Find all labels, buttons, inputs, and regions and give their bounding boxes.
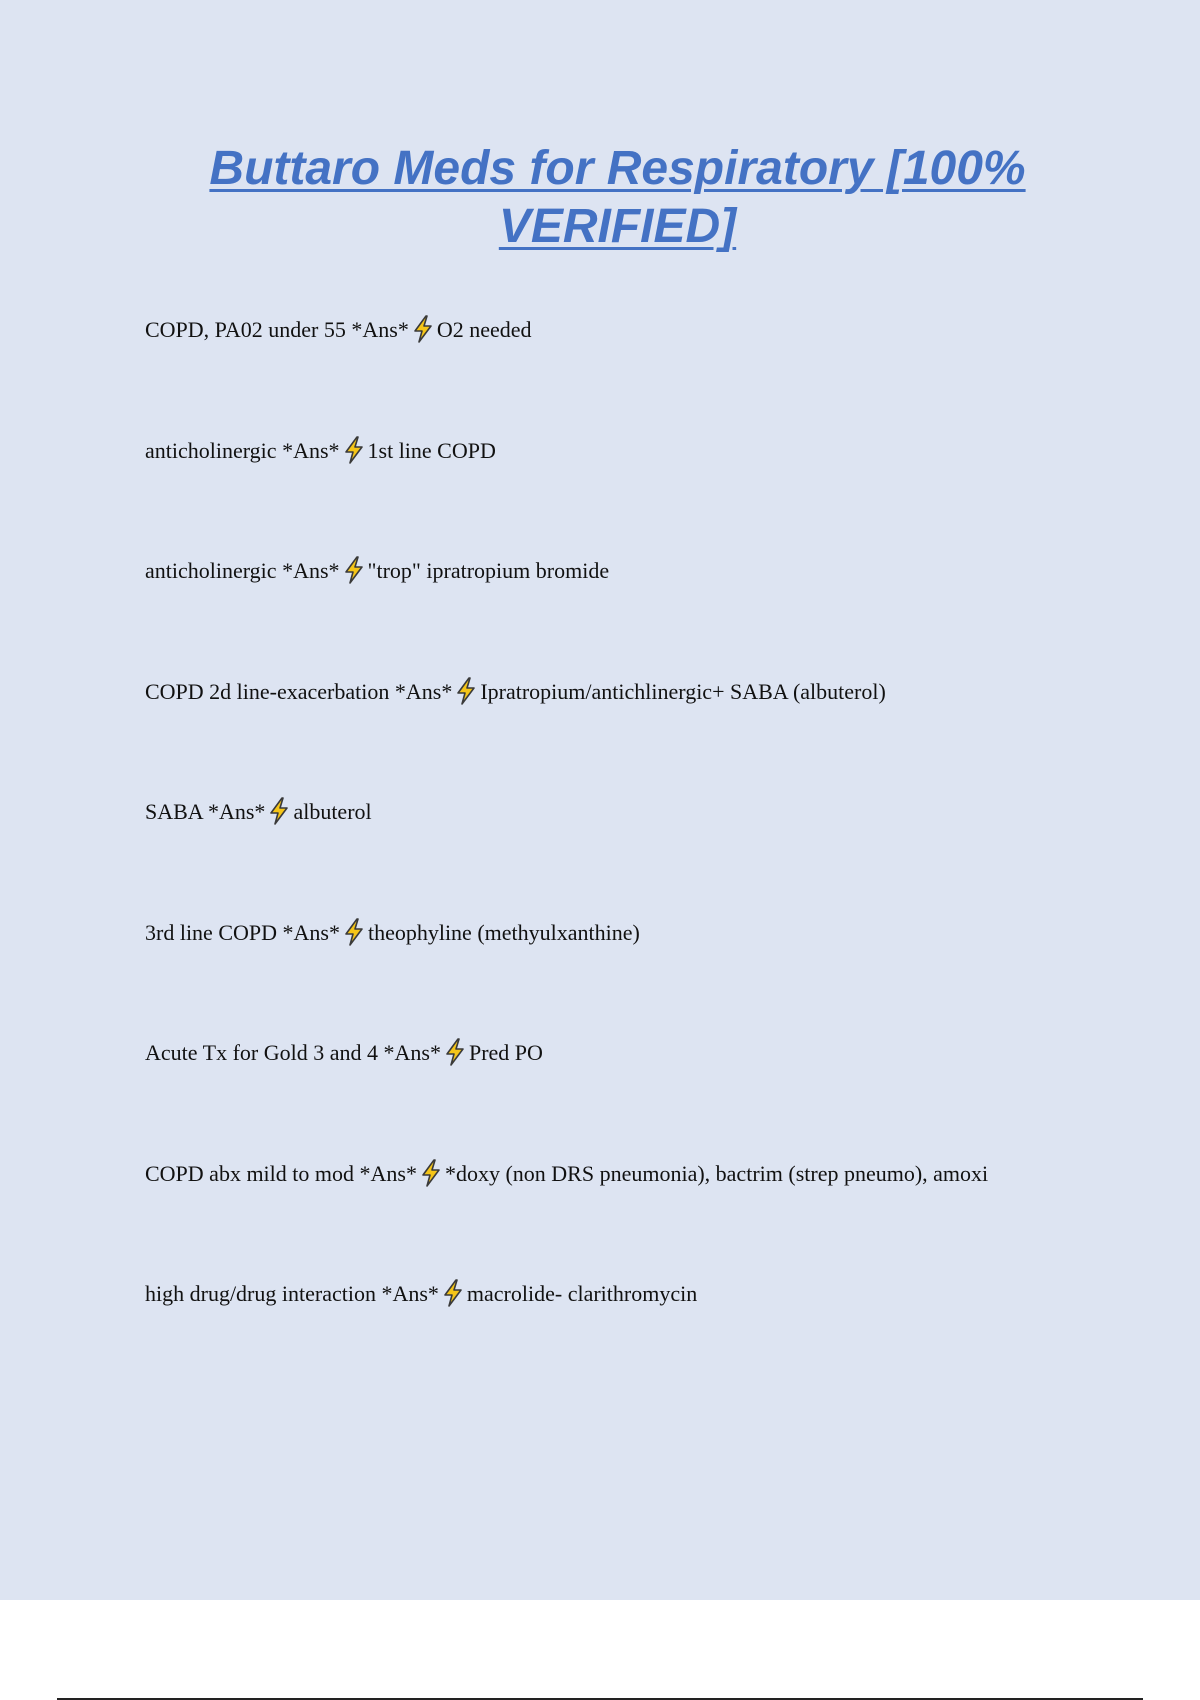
qa-answer: Pred PO xyxy=(468,1040,543,1065)
lightning-bolt-icon xyxy=(442,1038,468,1066)
qa-item xyxy=(145,797,372,827)
qa-item xyxy=(145,1279,697,1309)
qa-answer-marker: *Ans* xyxy=(282,558,340,583)
qa-answer-marker: *Ans* xyxy=(359,1161,417,1186)
qa-question: 3rd line COPD xyxy=(145,920,283,945)
qa-item xyxy=(145,677,886,707)
qa-answer-marker: *Ans* xyxy=(207,799,266,824)
qa-question: COPD, PA02 under 55 xyxy=(145,317,352,342)
lightning-bolt-icon xyxy=(418,1159,444,1187)
qa-item xyxy=(145,436,496,466)
qa-answer: 1st line COPD xyxy=(367,438,496,463)
qa-item xyxy=(145,918,640,948)
qa-answer: Ipratropium/antichlinergic+ SABA (albuterol) xyxy=(480,679,886,704)
qa-answer: O2 needed xyxy=(436,317,532,342)
qa-question: COPD 2d line-exacerbation xyxy=(145,679,395,704)
qa-item xyxy=(145,315,532,345)
qa-item xyxy=(145,1038,543,1068)
qa-answer-marker: *Ans* xyxy=(282,438,340,463)
qa-answer-marker: *Ans* xyxy=(383,1040,441,1065)
qa-question: high drug/drug interaction xyxy=(145,1281,382,1306)
lightning-bolt-icon xyxy=(266,797,292,825)
qa-answer-marker: *Ans* xyxy=(394,679,453,704)
lightning-bolt-icon xyxy=(453,677,479,705)
qa-question: anticholinergic xyxy=(145,438,283,463)
qa-question: SABA xyxy=(145,799,208,824)
qa-answer: *doxy (non DRS pneumonia), bactrim (strep pneumo), amoxi xyxy=(444,1161,989,1186)
qa-answer-marker: *Ans* xyxy=(351,317,409,342)
qa-answer: albuterol xyxy=(293,799,372,824)
qa-answer: theophyline (methyulxanthine) xyxy=(367,920,640,945)
qa-question: Acute Tx for Gold 3 and 4 xyxy=(145,1040,384,1065)
lightning-bolt-icon xyxy=(440,1279,466,1307)
qa-item xyxy=(145,1159,988,1189)
qa-answer: "trop" ipratropium bromide xyxy=(367,558,610,583)
qa-answer: macrolide- clarithromycin xyxy=(466,1281,698,1306)
qa-question: COPD abx mild to mod xyxy=(145,1161,360,1186)
qa-question: anticholinergic xyxy=(145,558,283,583)
qa-answer-marker: *Ans* xyxy=(282,920,340,945)
lightning-bolt-icon xyxy=(410,315,436,343)
lightning-bolt-icon xyxy=(341,436,367,464)
lightning-bolt-icon xyxy=(341,918,367,946)
document-title: Buttaro Meds for Respiratory [100% VERIFIED] xyxy=(209,142,1026,253)
lightning-bolt-icon xyxy=(341,556,367,584)
qa-item xyxy=(145,556,609,586)
qa-answer-marker: *Ans* xyxy=(381,1281,439,1306)
